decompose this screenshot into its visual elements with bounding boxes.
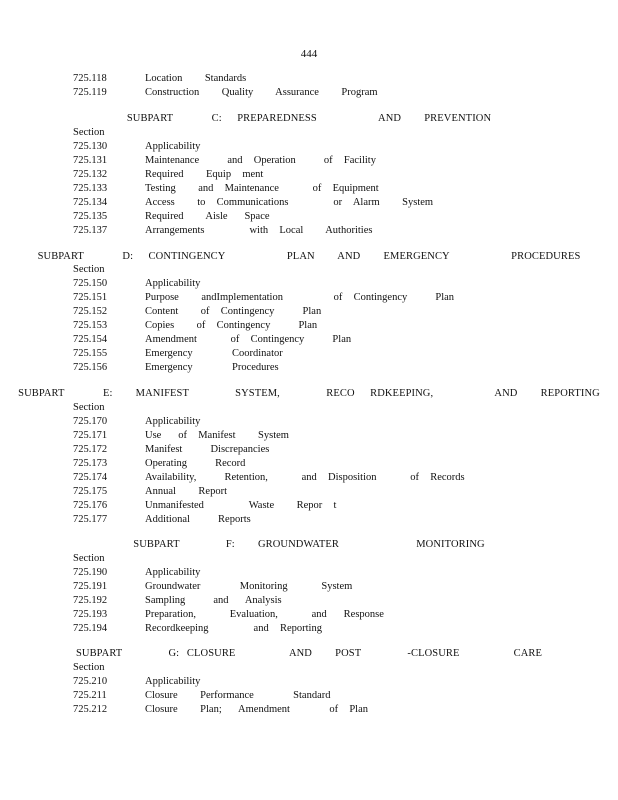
section-title: Emergency Procedures [145,362,279,373]
section-title: Location Standards [145,73,247,84]
section-title: Groundwater Monitoring System [145,581,353,592]
section-row [73,594,553,608]
subpart-e-heading: SUBPART E: MANIFEST SYSTEM, RECO RDKEEPING, AND REPORTING [18,388,600,399]
section-label: Section [73,127,105,138]
section-number: 725.210 [73,676,108,687]
section-number: 725.212 [73,704,108,715]
section-row [73,580,553,594]
section-title: Sampling and Analysis [145,595,282,606]
section-row [73,140,553,154]
section-number: 725.211 [73,690,107,701]
page-number: 444 [300,48,318,60]
section-row [73,333,553,347]
section-number: 725.170 [73,416,108,427]
section-number: 725.153 [73,320,108,331]
section-title: Recordkeeping and Reporting [145,623,322,634]
section-row [73,608,553,622]
section-number: 725.172 [73,444,108,455]
intro-section-list [73,72,553,100]
section-number: 725.175 [73,486,108,497]
section-title: Copies of Contingency Plan [145,320,318,331]
section-number: 725.174 [73,472,108,483]
section-row [73,72,553,86]
section-row [73,415,553,429]
section-row [73,347,553,361]
section-number: 725.152 [73,306,108,317]
subpart-e-section-list [73,401,553,527]
subpart-g-heading: SUBPART G: CLOSURE AND POST -CLOSURE CARE [75,648,543,659]
section-number: 725.131 [73,155,108,166]
section-number: 725.134 [73,197,108,208]
section-row [73,443,553,457]
section-number: 725.150 [73,278,108,289]
section-title: Preparation, Evaluation, and Response [145,609,384,620]
subpart-c-section-list [73,126,553,238]
subpart-f-section-list [73,552,553,636]
section-row [73,168,553,182]
section-row [73,457,553,471]
section-number: 725.177 [73,514,108,525]
section-title: Required Aisle Space [145,211,270,222]
section-title: Closure Plan; Amendment of Plan [145,704,368,715]
section-label: Section [73,662,105,673]
section-title: Construction Quality Assurance Program [145,87,378,98]
section-title: Emergency Coordinator [145,348,283,359]
section-row [73,154,553,168]
section-title: Unmanifested Waste Repor t [145,500,337,511]
section-title: Purpose andImplementation of Contingency Plan [145,292,455,303]
section-title: Applicability [145,141,201,152]
section-row [73,305,553,319]
section-title: Applicability [145,676,201,687]
section-title: Content of Contingency Plan [145,306,322,317]
section-row [73,703,553,717]
section-number: 725.119 [73,87,107,98]
section-number: 725.154 [73,334,108,345]
section-row [73,319,553,333]
section-title: Closure Performance Standard [145,690,331,701]
section-title: Maintenance and Operation of Facility [145,155,376,166]
section-number: 725.173 [73,458,108,469]
section-title: Additional Reports [145,514,251,525]
section-number: 725.193 [73,609,108,620]
section-title: Operating Record [145,458,246,469]
section-row [73,196,553,210]
section-row [73,277,553,291]
section-title: Applicability [145,416,201,427]
section-number: 725.171 [73,430,108,441]
subpart-g-section-list [73,661,553,717]
subpart-d-heading: SUBPART D: CONTINGENCY PLAN AND EMERGENCY PROCEDURES [37,251,581,262]
subpart-d-section-list [73,263,553,375]
section-row [73,471,553,485]
section-label: Section [73,264,105,275]
section-number: 725.192 [73,595,108,606]
section-number: 725.156 [73,362,108,373]
section-row [73,224,553,238]
section-row [73,291,553,305]
section-number: 725.190 [73,567,108,578]
section-title: Applicability [145,278,201,289]
section-row [73,675,553,689]
section-label: Section [73,402,105,413]
section-title: Applicability [145,567,201,578]
section-number: 725.155 [73,348,108,359]
subpart-c-heading: SUBPART C: PREPAREDNESS AND PREVENTION [126,113,492,124]
section-row [73,182,553,196]
section-title: Testing and Maintenance of Equipment [145,183,379,194]
section-row [73,361,553,375]
section-row [73,429,553,443]
section-title: Access to Communications or Alarm System [145,197,434,208]
section-row [73,86,553,100]
section-number: 725.137 [73,225,108,236]
section-row [73,210,553,224]
section-row [73,513,553,527]
section-title: Availability, Retention, and Disposition of Records [145,472,465,483]
section-row [73,689,553,703]
section-number: 725.118 [73,73,107,84]
section-row [73,566,553,580]
section-row [73,485,553,499]
section-title: Arrangements with Local Authorities [145,225,373,236]
section-row [73,499,553,513]
section-number: 725.130 [73,141,108,152]
subpart-f-heading: SUBPART F: GROUNDWATER MONITORING [133,539,485,550]
section-title: Annual Report [145,486,227,497]
section-number: 725.135 [73,211,108,222]
section-title: Manifest Discrepancies [145,444,270,455]
section-number: 725.176 [73,500,108,511]
section-number: 725.133 [73,183,108,194]
section-row [73,622,553,636]
section-title: Required Equip ment [145,169,264,180]
section-title: Use of Manifest System [145,430,289,441]
section-title: Amendment of Contingency Plan [145,334,352,345]
section-number: 725.151 [73,292,108,303]
section-label: Section [73,553,105,564]
section-number: 725.132 [73,169,108,180]
section-number: 725.191 [73,581,108,592]
section-number: 725.194 [73,623,108,634]
